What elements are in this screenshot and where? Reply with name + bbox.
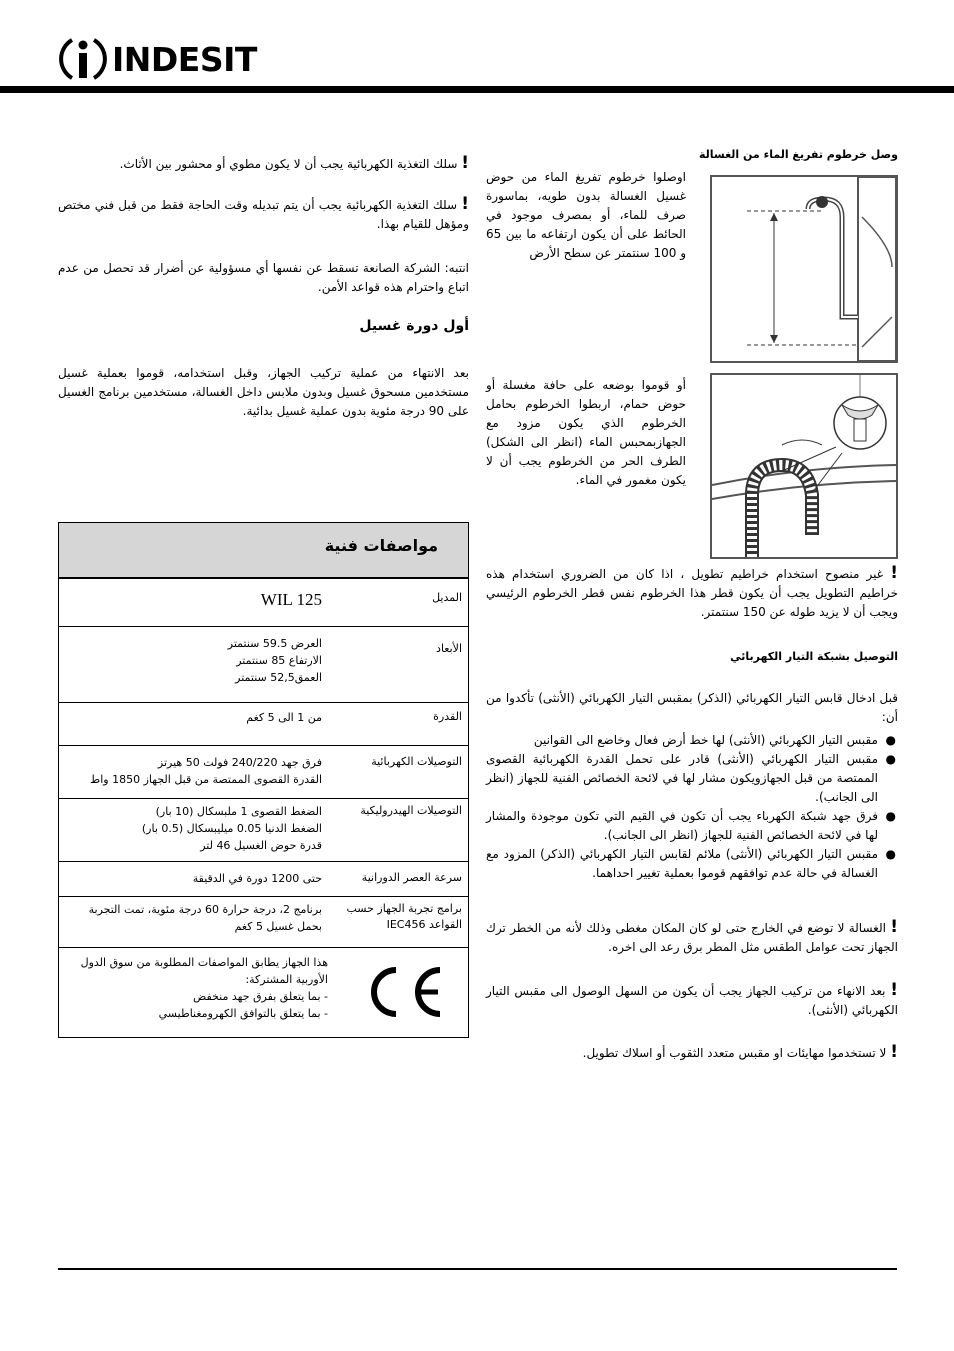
spec-line: الضغط القصوى 1 ملبسكال (10 بار) — [155, 805, 322, 818]
footer-rule — [58, 1268, 897, 1270]
bullet-icon: ● — [885, 752, 896, 766]
spec-line: الضغط الدنيا 0.05 ميليبسكال (0.5 بار) — [141, 822, 322, 835]
spec-value: حتى 1200 دورة في الدقيقة — [192, 872, 322, 885]
warning-text: سلك التغذية الكهربائية يجب أن لا يكون مطوي أو محشور بين الأثاث. — [119, 157, 458, 171]
spec-label: الأبعاد — [436, 642, 462, 655]
manufacturer-notice: انتبه: الشركة الصانعة تسقط عن نفسها أي مسؤولية عن أضرار قد تحصل من عدم اتباع واحترام هذه قواعد الأمن. — [58, 261, 469, 294]
spec-line: هذا الجهاز يطابق المواصفات المطلوبة من سوق الدول الأوربية المشتركة: — [80, 956, 328, 986]
warning-icon: ! — [461, 194, 469, 214]
warning-cord-replacement — [58, 195, 469, 234]
list-item-text: مقبس التيار الكهربائي (الأنثى) لها خط أرض فعال وخاضع الى القوانين — [533, 733, 878, 747]
spec-value: WIL 125 — [260, 590, 322, 609]
outdoor-warning — [486, 918, 898, 957]
spec-row-electrical — [59, 745, 468, 798]
spec-line: الارتفاع 85 سنتمتر — [236, 654, 322, 667]
electric-connection-intro: قبل ادخال قابس التيار الكهربائي (الذكر) بمقبس التيار الكهربائي (الأنثى) تأكدوا من أن: — [486, 691, 898, 724]
drain-hose-title: وصل خرطوم تفريغ الماء من الغسالة — [698, 148, 898, 161]
drain-height-figure — [710, 175, 898, 363]
bullet-icon: ● — [885, 847, 896, 861]
header-rule — [0, 86, 954, 93]
spec-line: فرق جهد 240/220 فولت 50 هيرتز — [157, 756, 322, 769]
list-item-text: مقبس التيار الكهربائي (الأنثى) قادر على تحمل القدرة الكهربائية القصوى الممتصة من قبل الجهازويكون مشار لها في لائحة الخصائص الفنية للجهاز (انظر الى الجانب). — [486, 752, 878, 804]
hose-holder-illustration — [712, 375, 896, 557]
technical-specs-table — [58, 522, 469, 1038]
warning-cord-not-bent — [58, 154, 469, 174]
spec-line: - بما يتعلق بالتوافق الكهرومغناطيسي — [158, 1007, 328, 1020]
spec-label: سرعة العصر الدورانية — [361, 871, 462, 884]
spec-value: من 1 الى 5 كغم — [246, 711, 322, 724]
warning-icon: ! — [890, 1042, 898, 1062]
spec-label: برامج تجربة الجهاز حسب القواعد IEC456 — [346, 902, 462, 931]
spec-label: التوصيلات الهيدروليكية — [360, 804, 462, 817]
warning-text: سلك التغذية الكهربائية يجب أن يتم تبديله وقت الحاجة فقط من قبل فني مختص ومؤهل للقيام بهذا. — [58, 198, 469, 231]
spec-row-model — [59, 578, 468, 626]
warning-text: غير منصوح استخدام خراطيم تطويل ، اذا كان من الضروري استخدام هذه خراطيم التطويل يجب أن يكون قطر هذا الخرطوم نفس قطر الخرطوم الرئيسي ويجب أن لا يزيد طوله عن 150 سنتمتر. — [486, 567, 898, 619]
electric-checklist — [486, 731, 898, 883]
drain-hose-text: اوصلوا خرطوم تفريغ الماء من حوض غسيل الغسالة بدون طويه، بماسورة صرف للماء، أو بمصرف موجود في الحائط على أن يكون ارتفاعه ما بين 65 و 100 سنتمتر عن سطح الأرض — [486, 170, 686, 260]
spec-label: القدرة — [433, 710, 462, 723]
list-item — [486, 750, 898, 807]
list-item-text: مقبس التيار الكهربائي (الأنثى) ملائم لقابس التيار الكهربائي (الذكر) المزود مع الغسالة في حالة عدم توافقهم قوموا بعملية تغيير احداهما. — [486, 847, 878, 880]
drain-hose-illustration — [712, 177, 896, 361]
first-wash-text: بعد الانتهاء من عملية تركيب الجهاز، وقبل استخدامه، قوموا بعملية غسيل مستخدمين مسحوق غسيل وبدون ملابس داخل الغسالة، مستخدمين برنامج الغسيل على 90 درجة مئوية بدون عملية غسيل بدائية. — [58, 366, 469, 418]
spec-value — [64, 954, 328, 1022]
warning-icon: ! — [890, 980, 898, 1000]
spec-row-spin-speed — [59, 861, 468, 896]
spec-row-test-program — [59, 896, 468, 947]
adapter-warning — [486, 1043, 898, 1063]
list-item-text: فرق جهد شبكة الكهرباء يجب أن تكون في القيم التي تكون موجودة والمشار لها في لائحة الخصائص الفنية للجهاز (انظر الى الجانب). — [486, 809, 878, 842]
list-item — [486, 731, 898, 750]
spec-label: المديل — [432, 591, 462, 604]
warning-icon: ! — [890, 917, 898, 937]
spec-label: التوصيلات الكهربائية — [371, 755, 462, 768]
spec-line: - بما يتعلق بفرق جهد منخفض — [193, 990, 328, 1003]
first-wash-title: أول دورة غسيل — [359, 318, 469, 334]
brand-logo — [58, 34, 257, 84]
warning-icon: ! — [461, 153, 469, 173]
drain-hose-tub-text: أو قوموا بوضعه على حافة مغسلة أو حوض حمام، اربطوا الخرطوم بحامل الخرطوم الذي يكون مزود مع الجهازبمحبس الماء (انظر الى الشكل) الطرف الحر من الخرطوم يجب أن لا يكون مغمور في الماء. — [486, 378, 686, 487]
spec-line: قدرة حوض الغسيل 46 لتر — [200, 839, 322, 852]
spec-value — [64, 635, 322, 686]
brand-name: INDESIT — [112, 40, 257, 79]
warning-text: لا تستخدموا مهايئات او مقبس متعدد الثقوب أو اسلاك تطويل. — [582, 1046, 887, 1060]
indesit-emblem-icon — [58, 34, 108, 84]
warning-icon: ! — [890, 563, 898, 583]
spec-value — [64, 803, 322, 854]
specs-title: مواصفات فنية — [324, 536, 438, 555]
list-item — [486, 845, 898, 883]
extension-hose-warning — [486, 564, 898, 622]
bullet-icon: ● — [885, 733, 896, 747]
hose-holder-figure — [710, 373, 898, 559]
specs-header — [59, 523, 468, 578]
spec-row-dimensions — [59, 626, 468, 702]
bullet-icon: ● — [885, 809, 896, 823]
spec-row-hydraulic — [59, 798, 468, 861]
spec-row-capacity — [59, 702, 468, 745]
spec-row-ce — [59, 947, 468, 1037]
electric-connection-title: التوصيل بشبكة التيار الكهربائي — [730, 650, 898, 663]
spec-value — [64, 754, 322, 788]
warning-text: بعد الانهاء من تركيب الجهاز يجب أن يكون من السهل الوصول الى مقبس التيار الكهربائي (الأنثى). — [486, 984, 898, 1017]
spec-line: العرض 59.5 سنتمتر — [227, 637, 322, 650]
list-item — [486, 807, 898, 845]
spec-line: القدرة القصوى الممتصة من قبل الجهاز 1850 واط — [90, 773, 322, 786]
spec-value: برنامج 2، درجة حرارة 60 درجة مئوية، تمت التجربة بحمل غسيل 5 كغم — [88, 903, 322, 933]
spec-line: العمق52,5 سنتمتر — [235, 671, 322, 684]
ce-mark-icon — [360, 964, 446, 1020]
socket-access-warning — [486, 981, 898, 1020]
warning-text: الغسالة لا توضع في الخارج حتى لو كان المكان مغطى وذلك لأنه من الخطر ترك الجهاز تحت عوامل الطقس مثل المطر برق رعد الى اخره. — [486, 921, 898, 954]
